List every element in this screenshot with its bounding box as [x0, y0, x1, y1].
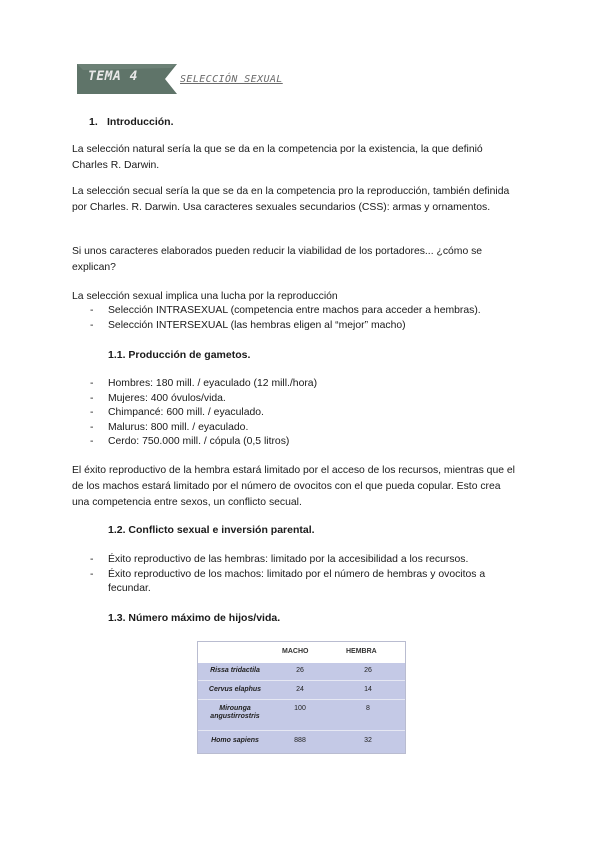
- section-title: Introducción.: [107, 116, 174, 128]
- table-cell-macho: 26: [296, 667, 304, 674]
- list-item: - Éxito reproductivo de los machos: limitado por el número de hembras y ovocitos a fecundar.: [90, 568, 486, 594]
- list-item: - Hombres: 180 mill. / eyaculado (12 mill./hora): [90, 378, 318, 389]
- list-item: - Cerdo: 750.000 mill. / cópula (0,5 litros): [90, 436, 290, 447]
- table-cell-macho: 100: [294, 705, 306, 712]
- gametes-list: [90, 377, 530, 450]
- table-cell-macho: 24: [296, 686, 304, 693]
- page-title: SELECCIÓN SEXUAL: [180, 74, 283, 85]
- list-item: - Chimpancé: 600 mill. / eyaculado.: [90, 407, 264, 418]
- paragraph-sexual-selection: La selección secual sería la que se da en la competencia pro la reproducción, también definida por Charles. R. Darwin. Usa caracteres sexuales secundarios (CSS): armas y ornamentos.: [72, 186, 510, 213]
- paragraph-natural-selection: La selección natural sería la que se da en la competencia por la existencia, la que definió Charles R. Darwin.: [72, 144, 483, 171]
- topic-banner: [77, 64, 177, 94]
- section-heading-intro: [89, 116, 174, 128]
- list-item: - Mujeres: 400 óvulos/vida.: [90, 392, 226, 404]
- row-divider: [198, 730, 405, 731]
- row-divider: [198, 680, 405, 681]
- table-cell-hembra: 32: [364, 737, 372, 744]
- table-header: [198, 642, 405, 663]
- column-header-macho: MACHO: [282, 648, 309, 655]
- table-row-species: Cervus elaphus: [208, 686, 262, 693]
- list-item: - Selección INTRASEXUAL (competencia entre machos para acceder a hembras).: [90, 305, 481, 316]
- column-header-hembra: HEMBRA: [346, 648, 377, 655]
- list-item: - Éxito reproductivo de las hembras: limitado por la accesibilidad a los recursos.: [90, 554, 469, 565]
- table-cell-hembra: 8: [366, 705, 370, 712]
- table-row-species: Mirounga angustirrostris: [210, 705, 260, 720]
- table-cell-hembra: 26: [364, 667, 372, 674]
- selection-types-list: [90, 304, 530, 333]
- subsection-heading-gametes: 1.1. Producción de gametos.: [108, 349, 251, 361]
- table-row-species: Rissa tridactila: [210, 667, 260, 674]
- paragraph-reproductive-success: El éxito reproductivo de la hembra estará limitado por el acceso de los recursos, mientras que el de los machos estará limitado por el número de ovocitos con el que pueda copular. Esto crea una competencia entre sexos, un conflicto secual.: [72, 465, 515, 508]
- paragraph-question: Si unos caracteres elaborados pueden reducir la viabilidad de los portadores... ¿cómo se explican?: [72, 246, 483, 273]
- offspring-table: [197, 641, 406, 754]
- table-cell-macho: 888: [294, 737, 306, 744]
- section-number: 1.: [89, 116, 98, 128]
- table-row-species: Homo sapiens: [211, 737, 259, 744]
- table-body: [198, 663, 405, 753]
- table-cell-hembra: 14: [364, 686, 372, 693]
- list-item: - Selección INTERSEXUAL (las hembras eligen al “mejor” macho): [90, 319, 406, 331]
- subsection-heading-conflict: 1.2. Conflicto sexual e inversión parental.: [108, 524, 315, 536]
- banner-tag: TEMA 4: [88, 69, 138, 84]
- list-item: - Malurus: 800 mill. / eyaculado.: [90, 421, 249, 433]
- paragraph-struggle: La selección sexual implica una lucha por la reproducción: [72, 291, 338, 302]
- conflict-list: [90, 553, 530, 597]
- row-divider: [198, 699, 405, 700]
- subsection-heading-offspring: 1.3. Número máximo de hijos/vida.: [108, 612, 281, 624]
